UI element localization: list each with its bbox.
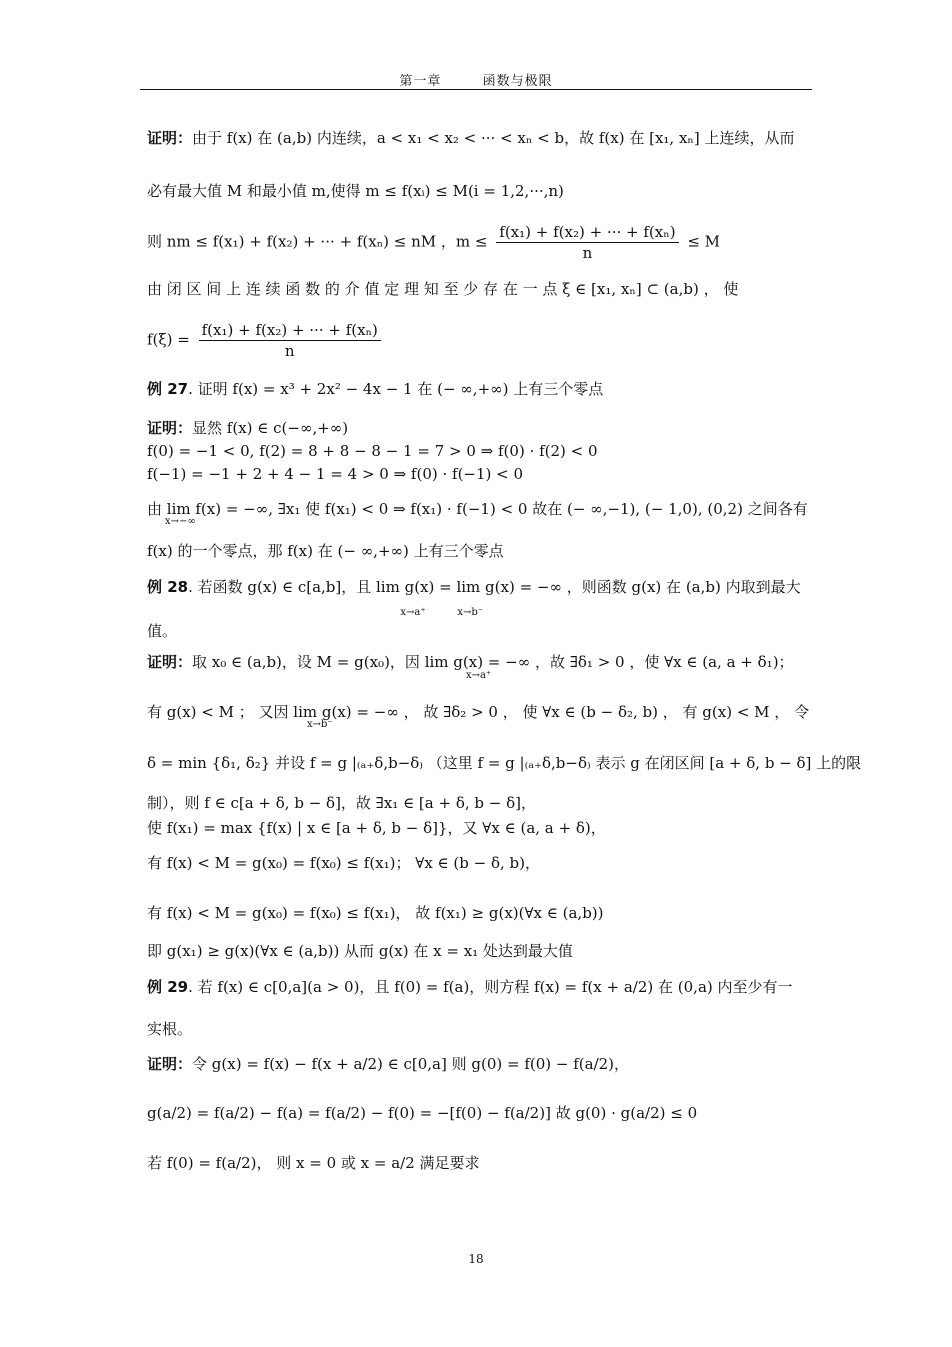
text-line: 必有最大值 M 和最小值 m,使得 m ≤ f(xᵢ) ≤ M(i = 1,2,···,n) (147, 182, 564, 200)
text-line: f(x) 的一个零点，那 f(x) 在 (− ∞,+∞) 上有三个零点 (147, 542, 504, 560)
limit-subscript: x→−∞ (165, 516, 196, 527)
text-line: 由 lim f(x) = −∞, ∃x₁ 使 f(x₁) < 0 ⇒ f(x₁) · f(−1) < 0 故在 (− ∞,−1), (− 1,0), (0,2) 之间各有 (147, 500, 808, 518)
fraction: $\frac{\text{f(x₁) + f(x₂) + ··· + f(xₙ)}}{n}$ (496, 222, 678, 263)
fraction: $\frac{\text{f(x₁) + f(x₂) + ··· + f(xₙ)}}{n}$ (199, 320, 381, 361)
text-line: 证明：令 g(x) = f(x) − f(x + a/2) ∈ c[0,a] 则 g(0) = f(0) − f(a/2)， (147, 1055, 630, 1073)
text-line: 证明：由于 f(x) 在 (a,b) 内连续，a < x₁ < x₂ < ··· < xₙ < b，故 f(x) 在 [x₁, xₙ] 上连续，从而 (147, 129, 795, 147)
chapter-label: 第一章 (399, 74, 442, 89)
example-28-line: 例 28. 若函数 g(x) ∈ c[a,b]，且 lim g(x) = lim g(x) = −∞ ，则函数 g(x) 在 (a,b) 内取到最大 (147, 578, 801, 596)
limit-subscript: x→a⁺ (466, 670, 492, 681)
example-29-line: 例 29. 若 f(x) ∈ c[0,a](a > 0)，且 f(0) = f(a)，则方程 f(x) = f(x + a/2) 在 (0,a) 内至少有一 (147, 978, 793, 996)
text-line: 有 g(x) < M ； 又因 lim g(x) = −∞ ， 故 ∃δ₂ > 0 ， 使 ∀x ∈ (b − δ₂, b) ， 有 g(x) < M ， 令 (147, 703, 810, 721)
page-header (140, 70, 812, 89)
header-rule (140, 89, 812, 90)
text-line: 由 闭 区 间 上 连 续 函 数 的 介 值 定 理 知 至 少 存 在 一 点 ξ ∈ [x₁, xₙ] ⊂ (a,b) ， 使 (147, 280, 739, 298)
text-line: f(0) = −1 < 0, f(2) = 8 + 8 − 8 − 1 = 7 > 0 ⇒ f(0) · f(2) < 0 (147, 442, 598, 460)
text-line: f(−1) = −1 + 2 + 4 − 1 = 4 > 0 ⇒ f(0) · f(−1) < 0 (147, 465, 524, 483)
chapter-title: 函数与极限 (482, 74, 553, 89)
text-line: 实根。 (147, 1020, 193, 1038)
text-line: 值。 (147, 622, 178, 640)
text-line: f(ξ) = $\frac{\text{f(x₁) + f(x₂) + ··· + f(xₙ)}}{n}$ (147, 320, 849, 361)
example-27-line: 例 27. 证明 f(x) = x³ + 2x² − 4x − 1 在 (− ∞,+∞) 上有三个零点 (147, 380, 604, 398)
text-line: 有 f(x) < M = g(x₀) = f(x₀) ≤ f(x₁)； ∀x ∈ (b − δ, b)， (147, 854, 540, 872)
page-number: 18 (468, 1252, 484, 1266)
text-line: 证明：显然 f(x) ∈ c(−∞,+∞) (147, 419, 349, 437)
text-line: 即 g(x₁) ≥ g(x)(∀x ∈ (a,b)) 从而 g(x) 在 x = x₁ 处达到最大值 (147, 942, 573, 960)
text-line: 若 f(0) = f(a/2)， 则 x = 0 或 x = a/2 满足要求 (147, 1154, 480, 1172)
text-line: 证明：取 x₀ ∈ (a,b)，设 M = g(x₀)，因 lim g(x) = −∞ ，故 ∃δ₁ > 0 ，使 ∀x ∈ (a, a + δ₁)； (147, 653, 794, 671)
text-line: 制），则 f ∈ c[a + δ, b − δ]，故 ∃x₁ ∈ [a + δ, b − δ]， (147, 794, 536, 812)
text-line: 使 f(x₁) = max {f(x) | x ∈ [a + δ, b − δ]}，又 ∀x ∈ (a, a + δ)， (147, 819, 606, 837)
limit-subscript: x→b⁻ (307, 719, 333, 730)
text-line: δ = min {δ₁, δ₂} 并设 f = g |₍ₐ₊δ,b−δ₎ （这里 f = g |₍ₐ₊δ,b−δ₎ 表示 g 在闭区间 [a + δ, b − δ] 上的限 (147, 754, 862, 772)
limit-subscript: x→a⁺ x→b⁻ (400, 607, 484, 618)
text-line: 则 nm ≤ f(x₁) + f(x₂) + ··· + f(xₙ) ≤ nM ，m ≤ $\frac{\text{f(x₁) + f(x₂) + ··· + f(xₙ)}}{n}$ ≤ M (147, 223, 721, 262)
text-line: 有 f(x) < M = g(x₀) = f(x₀) ≤ f(x₁)， 故 f(x₁) ≥ g(x)(∀x ∈ (a,b)) (147, 904, 604, 922)
text-line: g(a/2) = f(a/2) − f(a) = f(a/2) − f(0) = −[f(0) − f(a/2)] 故 g(0) · g(a/2) ≤ 0 (147, 1104, 698, 1122)
